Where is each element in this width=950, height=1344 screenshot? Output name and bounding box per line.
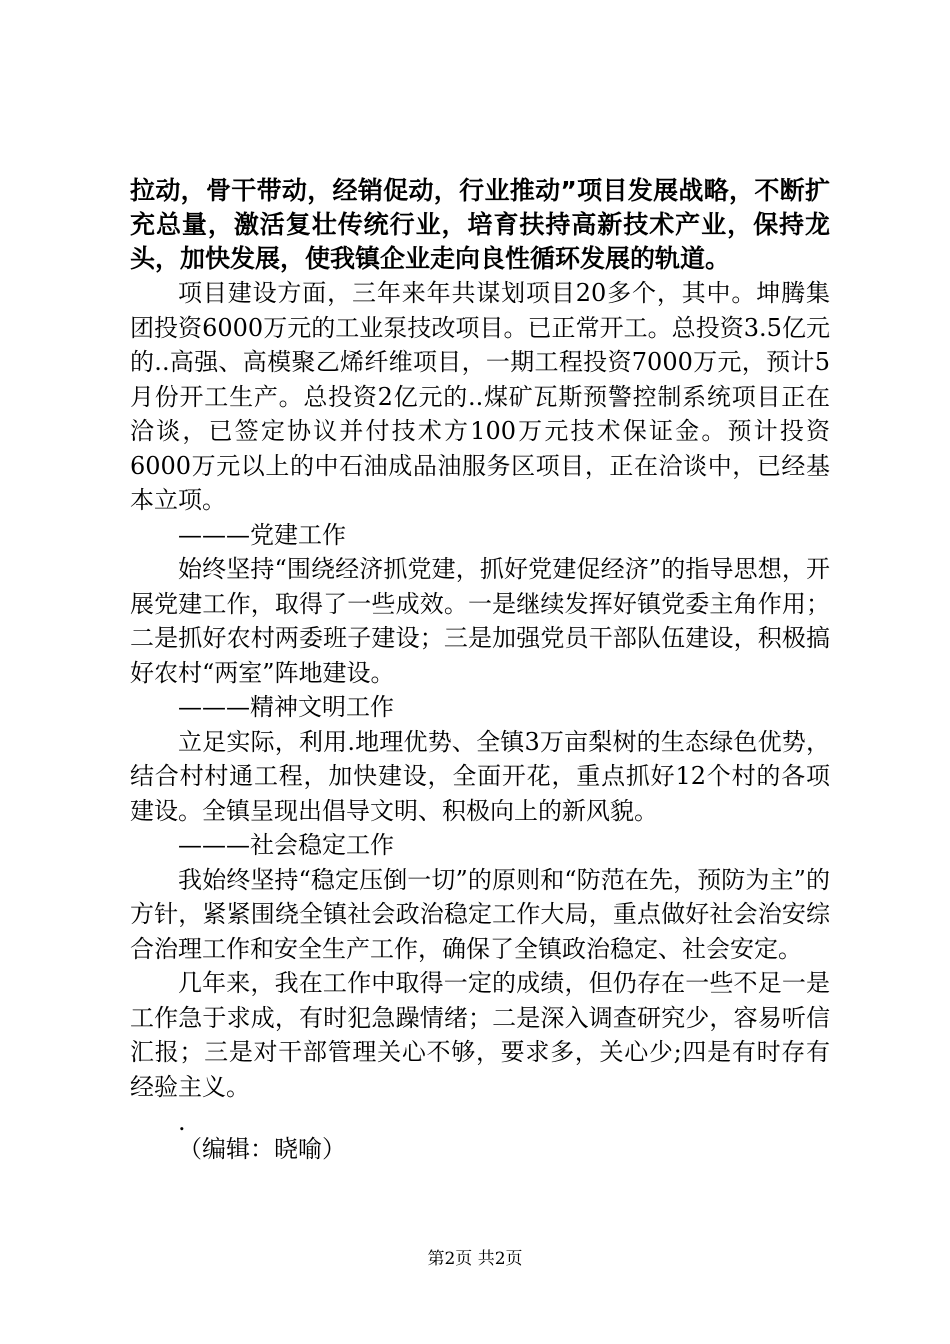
paragraph-project-construction: 项目建设方面，三年来年共谋划项目20多个，其中。坤腾集团投资6000万元的工业泵技改项目。已正常开工。总投资3.5亿元的..高强、高模聚乙烯纤维项目，一期工程投资7000万元，预计5月份开工生产。总投资2亿元的..煤矿瓦斯预警控制系统项目正在洽谈，已签定协议并付技术方100万元技术保证金。预计投资6000万元以上的中石油成品油服务区项目，正在洽谈中，已经基本立项。 (130, 279, 830, 514)
document-body (130, 174, 830, 1167)
section-heading-spiritual-civilization: ———精神文明工作 (178, 693, 394, 721)
paragraph-social-stability: 我始终坚持“稳定压倒一切”的原则和“防范在先，预防为主”的方针，紧紧围绕全镇社会政治稳定工作大局，重点做好社会治安综合治理工作和安全生产工作，确保了全镇政治稳定、社会安定。 (130, 865, 830, 963)
section-heading-party-building: ———党建工作 (178, 520, 346, 549)
page-footer: 第2页 共2页 (427, 1249, 523, 1269)
paragraph-party-building: 始终坚持“围绕经济抓党建，抓好党建促经济”的指导思想，开展党建工作，取得了一些成效。一是继续发挥好镇党委主角作用；二是抓好农村两委班子建设；三是加强党员干部队伍建设，积极搞好农村“两室”阵地建设。 (130, 555, 830, 687)
paragraph-spiritual-civilization: 立足实际，利用.地理优势、全镇3万亩梨树的生态绿色优势，结合村村通工程，加快建设，全面开花，重点抓好12个村的各项建设。全镇呈现出倡导文明、积极向上的新风貌。 (130, 727, 830, 825)
editor-credit: （编辑：晓喻） (178, 1135, 346, 1163)
lead-paragraph: 拉动，骨干带动，经销促动，行业推动”项目发展战略，不断扩充总量，激活复壮传统行业，培育扶持高新技术产业，保持龙头，加快发展，使我镇企业走向良性循环发展的轨道。 (130, 176, 830, 273)
section-heading-social-stability: ———社会稳定工作 (178, 831, 394, 859)
paragraph-shortcomings: 几年来，我在工作中取得一定的成绩，但仍存在一些不足一是工作急于求成，有时犯急躁情绪；二是深入调查研究少，容易听信汇报；三是对干部管理关心不够，要求多，关心少;四是有时存有经验主义。 (130, 969, 830, 1101)
dot-mark: . (178, 1108, 186, 1136)
